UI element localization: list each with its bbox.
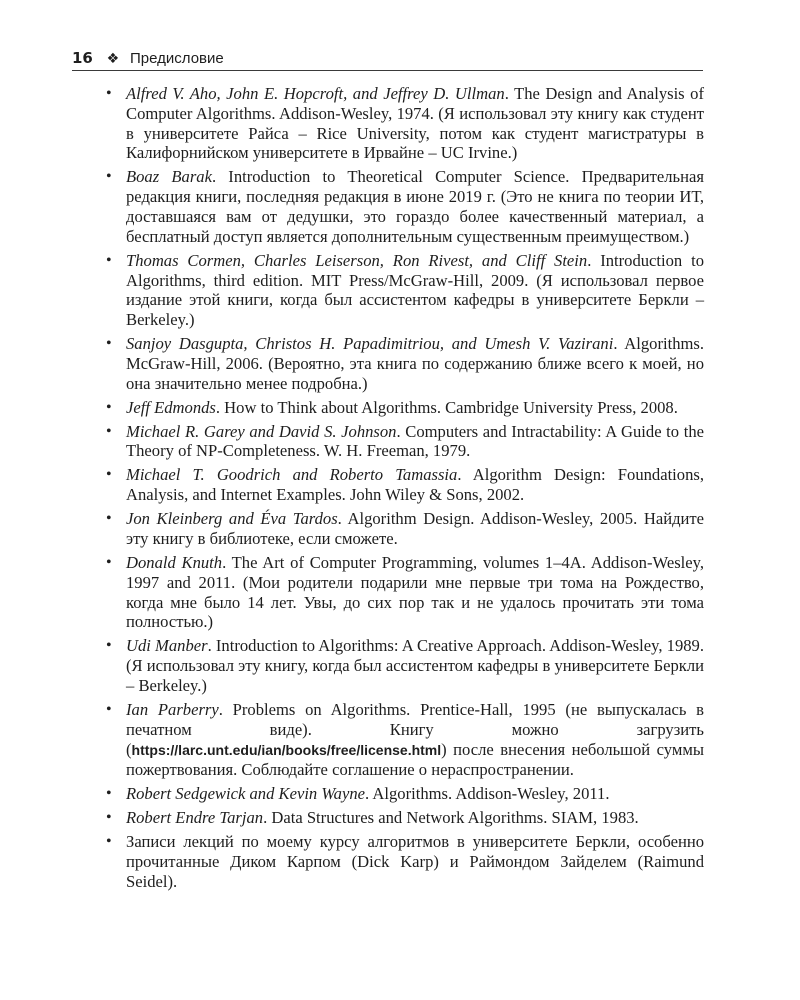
bullet-icon: • <box>106 510 112 528</box>
reference-text: . Algorithms. Addison-Wesley, 2011. <box>365 784 610 804</box>
bullet-icon: • <box>106 554 112 572</box>
reference-text: . Introduction to Algorithms, third edition. MIT Press/McGraw-Hill, 2009. (Я использовал первое издание этой книги, когда был ассистентом кафедры в университете Беркли – Berkeley.) <box>126 250 704 330</box>
bullet-icon: • <box>106 251 112 269</box>
reference-item <box>104 167 704 246</box>
reference-item <box>104 251 704 330</box>
reference-text: . Data Structures and Network Algorithms. SIAM, 1983. <box>263 808 639 828</box>
reference-author: Jeff Edmonds <box>126 397 216 417</box>
reference-item <box>104 553 704 632</box>
reference-text: . The Art of Computer Programming, volumes 1–4A. Addison-Wesley, 1997 and 2011. (Мои родители подарили мне первые три тома на Рождество, когда мне было 14 лет. Увы, до сих пор так и не удалось прочитать эти тома полностью.) <box>126 553 705 632</box>
reference-text: . Algorithm Design: Foundations, Analysis, and Internet Examples. John Wiley & Sons, 2002. <box>126 465 704 505</box>
reference-author: Michael T. Goodrich and Roberto Tamassia <box>126 465 458 485</box>
reference-author: Thomas Cormen, Charles Leiserson, Ron Rivest, and Cliff Stein <box>126 250 588 270</box>
reference-list <box>104 84 704 896</box>
reference-author: Alfred V. Aho, John E. Hopcroft, and Jeffrey D. Ullman <box>126 84 505 103</box>
bullet-icon: • <box>106 168 112 186</box>
reference-text: . Introduction to Theoretical Computer Science. Предварительная редакция книги, последняя редакция в июне 2019 г. (Это не книга по теории ИТ, доставшаяся вам от дедушки, это гораздо более качественный материал, а бесплатный доступ является дополнительным существенным преимуществом.) <box>126 167 704 246</box>
page-number: 16 <box>72 49 93 67</box>
bullet-icon: • <box>106 85 112 102</box>
download-link[interactable]: https://larc.unt.edu/ian/books/free/license.html <box>131 741 442 758</box>
reference-item <box>104 422 704 462</box>
running-title: Предисловие <box>130 50 224 67</box>
reference-item <box>104 509 704 549</box>
diamond-separator-icon: ❖ <box>106 51 120 67</box>
reference-text-after: ) после внесения небольшой суммы пожертвования. Соблюдайте соглашение о нераспространении. <box>126 739 704 780</box>
bullet-icon: • <box>106 700 112 718</box>
reference-text: . Computers and Intractability: A Guide to the Theory of NP-Completeness. W. H. Freeman, 1979. <box>126 421 704 461</box>
reference-item <box>104 398 704 418</box>
bullet-icon: • <box>106 398 112 416</box>
bullet-icon: • <box>106 637 112 655</box>
reference-item <box>104 832 704 891</box>
reference-item <box>104 808 704 828</box>
reference-text: Записи лекций по моему курсу алгоритмов в университете Беркли, особенно прочитанные Диком Карпом (Dick Karp) и Раймондом Зайделем (Raimund Seidel). <box>126 832 704 891</box>
reference-item <box>104 636 704 695</box>
bullet-icon: • <box>106 422 112 440</box>
bullet-icon: • <box>106 335 112 353</box>
reference-item <box>104 465 704 505</box>
reference-author: Udi Manber <box>126 636 208 656</box>
reference-item <box>104 84 704 163</box>
reference-text: . The Design and Analysis of Computer Algorithms. Addison-Wesley, 1974. (Я использовал эту книгу как студент в университете Райса – Rice University, потом как студент магистратуры в Калифорнийском университете в Ирвайне – UC Irvine.) <box>126 84 704 163</box>
running-header <box>72 46 703 71</box>
reference-item <box>104 334 704 393</box>
reference-text: . Algorithms. McGraw-Hill, 2006. (Вероятно, эта книга по содержанию ближе всего к моей, но она значительно менее подробна.) <box>126 334 704 393</box>
reference-author: Ian Parberry <box>126 699 219 719</box>
reference-author: Sanjoy Dasgupta, Christos H. Papadimitriou, and Umesh V. Vazirani <box>126 334 614 354</box>
reference-author: Donald Knuth <box>126 553 223 573</box>
bullet-icon: • <box>106 833 112 851</box>
reference-item <box>104 700 704 780</box>
reference-author: Michael R. Garey and David S. Johnson <box>126 421 397 441</box>
bullet-icon: • <box>106 466 112 484</box>
reference-author: Robert Endre Tarjan <box>126 808 264 828</box>
reference-text: . Problems on Algorithms. Prentice-Hall, 1995 (не выпускалась в печатном виде). Книгу можно загрузить ( <box>126 699 704 759</box>
reference-text: . How to Think about Algorithms. Cambridge University Press, 2008. <box>215 397 678 417</box>
reference-text: . Algorithm Design. Addison-Wesley, 2005. Найдите эту книгу в библиотеке, если сможете. <box>126 509 705 549</box>
reference-author: Boaz Barak <box>126 167 212 187</box>
reference-author: Jon Kleinberg and Éva Tardos <box>126 509 338 529</box>
reference-text: . Introduction to Algorithms: A Creative Approach. Addison-Wesley, 1989. (Я использовал эту книгу, когда был ассистентом кафедры в университете Беркли – Berkeley.) <box>126 636 704 695</box>
bullet-icon: • <box>106 809 112 827</box>
reference-author: Robert Sedgewick and Kevin Wayne <box>126 784 366 804</box>
bullet-icon: • <box>106 785 112 803</box>
reference-item <box>104 784 704 804</box>
